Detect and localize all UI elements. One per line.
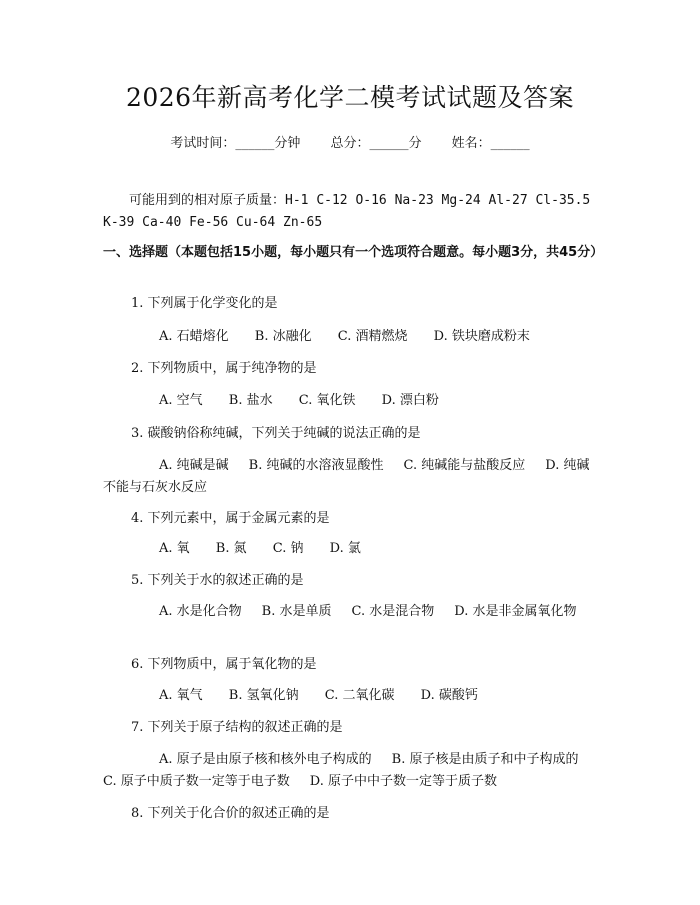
atomic-mass-values: H-1 C-12 O-16 Na-23 Mg-24 Al-27 Cl-35.5 K-39 Ca-40 Fe-56 Cu-64 Zn-65 — [103, 193, 591, 230]
student-name: 姓名：______ — [451, 136, 530, 151]
question-stem: 1. 下列属于化学变化的是 — [131, 296, 278, 311]
option-b: B. 水是单质 — [261, 604, 332, 619]
question-options — [103, 601, 600, 623]
question-options — [103, 749, 600, 793]
atomic-mass-note — [103, 190, 600, 234]
option-c: C. 原子中质子数一定等于电子数 — [103, 774, 290, 789]
option-d: D. 碳酸钙 — [420, 688, 478, 703]
option-b: B. 氮 — [215, 541, 247, 556]
option-c: C. 氧化铁 — [298, 393, 356, 408]
question-stem: 5. 下列关于水的叙述正确的是 — [131, 573, 304, 588]
atomic-mass-label: 可能用到的相对原子质量： — [129, 193, 286, 208]
option-a: A. 水是化合物 — [159, 604, 242, 619]
option-d: D. 漂白粉 — [381, 393, 439, 408]
option-d: D. 铁块磨成粉末 — [433, 329, 530, 344]
question-options — [159, 391, 461, 411]
question-stem: 6. 下列物质中，属于氧化物的是 — [131, 657, 317, 672]
section-heading: 一、选择题（本题包括15小题，每小题只有一个选项符合题意。每小题3分，共45分） — [103, 245, 604, 260]
page-title: 2026年新高考化学二模考试试题及答案 — [125, 83, 575, 112]
question-stem: 3. 碳酸钠俗称纯碱，下列关于纯碱的说法正确的是 — [131, 426, 421, 441]
option-a: A. 纯碱是碱 — [159, 458, 229, 473]
option-c: C. 钠 — [272, 541, 304, 556]
option-b: B. 氢氧化钠 — [228, 688, 299, 703]
question-options — [159, 327, 552, 347]
option-d: D. 氯 — [329, 541, 361, 556]
question-options — [159, 686, 500, 706]
option-c: C. 酒精燃烧 — [337, 329, 408, 344]
total-score: 总分：______分 — [330, 136, 422, 151]
option-a: A. 石蜡熔化 — [159, 329, 229, 344]
option-c: C. 二氧化碳 — [324, 688, 395, 703]
option-d: D. 纯碱不能与石灰水反应 — [103, 458, 590, 495]
question-options — [159, 539, 383, 559]
question-options — [103, 455, 600, 499]
option-b: B. 冰融化 — [254, 329, 312, 344]
option-c: C. 水是混合物 — [351, 604, 435, 619]
option-a: A. 氧气 — [159, 688, 203, 703]
question-stem: 2. 下列物质中，属于纯净物的是 — [131, 361, 317, 376]
question-stem: 8. 下列关于化合价的叙述正确的是 — [131, 806, 330, 821]
question-stem: 4. 下列元素中，属于金属元素的是 — [131, 511, 330, 526]
exam-meta — [0, 132, 700, 151]
exam-time: 考试时间：______分钟 — [170, 136, 301, 151]
option-b: B. 盐水 — [228, 393, 273, 408]
question-stem: 7. 下列关于原子结构的叙述正确的是 — [131, 720, 343, 735]
option-a: A. 氧 — [159, 541, 190, 556]
option-d: D. 水是非金属氧化物 — [454, 604, 577, 619]
option-a: A. 空气 — [159, 393, 203, 408]
option-c: C. 纯碱能与盐酸反应 — [403, 458, 526, 473]
option-d: D. 原子中中子数一定等于质子数 — [309, 774, 497, 789]
option-b: B. 原子核是由质子和中子构成的 — [391, 752, 579, 767]
option-b: B. 纯碱的水溶液显酸性 — [248, 458, 384, 473]
option-a: A. 原子是由原子核和核外电子构成的 — [159, 752, 372, 767]
